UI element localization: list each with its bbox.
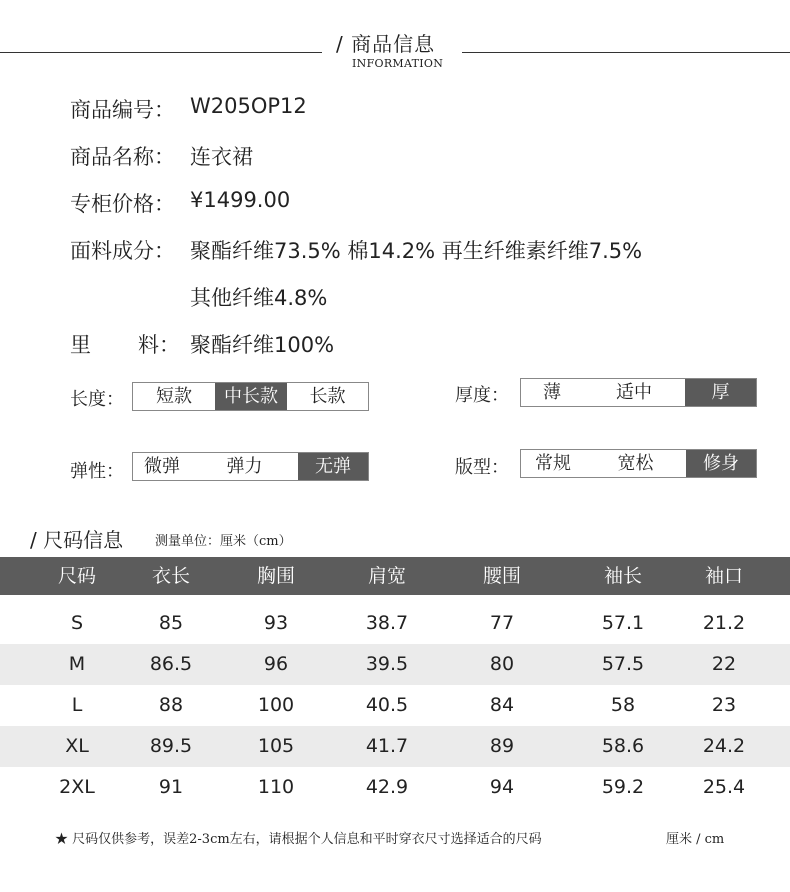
cell-size: XL [65, 735, 89, 757]
cell-cuff: 22 [711, 653, 737, 675]
table-row [0, 644, 790, 685]
thickness-option-thin: 薄 [543, 382, 561, 403]
cell-cuff: 23 [711, 694, 737, 716]
elasticity-selector [132, 452, 369, 481]
product-code-value: W205OP12 [190, 94, 307, 118]
table-row [0, 685, 790, 726]
fit-option-slim: 修身 [686, 450, 756, 477]
section-subtitle-information: INFORMATION [352, 57, 444, 70]
cell-bust: 93 [263, 612, 289, 634]
cell-size: M [68, 653, 86, 675]
cell-shoulder: 39.5 [365, 653, 409, 675]
fit-option-regular: 常规 [535, 453, 571, 474]
cell-length: 85 [158, 612, 184, 634]
table-row [0, 603, 790, 644]
header-bust: 胸围 [256, 565, 296, 587]
fabric-label: 面料成分： [70, 239, 175, 263]
cell-size: S [70, 612, 84, 634]
cell-shoulder: 38.7 [365, 612, 409, 634]
cell-sleeve-length: 59.2 [601, 776, 645, 798]
fit-selector [520, 449, 757, 478]
price-label: 专柜价格： [70, 192, 175, 216]
length-option-midi: 中长款 [215, 383, 287, 410]
price-row [70, 188, 291, 218]
fit-label: 版型： [455, 457, 509, 478]
elasticity-option-none: 无弹 [298, 453, 368, 480]
cell-bust: 110 [257, 776, 295, 798]
cell-waist: 94 [489, 776, 515, 798]
lining-label-first: 里 [70, 333, 91, 357]
header-waist: 腰围 [482, 565, 522, 587]
header-length: 衣长 [151, 565, 191, 587]
length-label: 长度： [70, 389, 124, 410]
table-row [0, 726, 790, 767]
price-value: ¥1499.00 [190, 188, 291, 212]
cell-cuff: 24.2 [702, 735, 746, 757]
product-code-label: 商品编号： [70, 98, 175, 122]
size-section-title: / 尺码信息 [30, 528, 124, 552]
thickness-selector [520, 378, 757, 407]
measurement-unit-note: 测量单位：厘米（cm） [155, 534, 292, 549]
fit-option-loose: 宽松 [617, 453, 654, 474]
header-sleeve-length: 袖长 [603, 565, 643, 587]
cell-bust: 105 [257, 735, 295, 757]
fabric-value: 聚酯纤维73.5% 棉14.2% 再生纤维素纤维7.5% [190, 239, 643, 263]
cell-waist: 80 [489, 653, 515, 675]
size-reference-note: ★ 尺码仅供参考，误差2-3cm左右，请根据个人信息和平时穿衣尺寸选择适合的尺码 [55, 832, 542, 847]
length-selector [132, 382, 369, 411]
cell-size: 2XL [59, 776, 95, 798]
cell-sleeve-length: 58 [610, 694, 636, 716]
cell-sleeve-length: 57.5 [601, 653, 645, 675]
product-name-row [70, 141, 253, 171]
length-option-short: 短款 [156, 386, 192, 407]
size-table-header [0, 557, 790, 595]
cell-sleeve-length: 58.6 [601, 735, 645, 757]
cell-cuff: 25.4 [702, 776, 746, 798]
fabric-row [70, 235, 643, 265]
thickness-label: 厚度： [455, 385, 509, 406]
product-code-row [70, 94, 307, 124]
thickness-option-medium: 适中 [616, 382, 652, 403]
cell-waist: 89 [489, 735, 515, 757]
elasticity-option-slight: 微弹 [144, 456, 180, 477]
elasticity-label: 弹性： [70, 461, 124, 482]
header-divider-right [462, 52, 790, 53]
header-divider-left [0, 52, 322, 53]
cell-length: 88 [158, 694, 184, 716]
header-shoulder: 肩宽 [367, 565, 407, 587]
length-option-long: 长款 [309, 386, 346, 407]
header-cuff: 袖口 [704, 565, 744, 587]
cell-shoulder: 42.9 [365, 776, 409, 798]
table-row [0, 767, 790, 808]
fabric-value-continued: 其他纤维4.8% [190, 286, 328, 310]
cell-shoulder: 40.5 [365, 694, 409, 716]
cell-cuff: 21.2 [702, 612, 746, 634]
cell-length: 89.5 [149, 735, 193, 757]
product-name-label: 商品名称： [70, 145, 175, 169]
thickness-option-thick: 厚 [685, 379, 756, 406]
size-unit-note: 厘米 / cm [666, 832, 725, 847]
cell-length: 86.5 [149, 653, 193, 675]
section-title-information: / 商品信息 [336, 32, 436, 56]
cell-bust: 96 [263, 653, 289, 675]
cell-length: 91 [158, 776, 184, 798]
lining-value: 聚酯纤维100% [190, 333, 335, 357]
lining-label-second: 料： [138, 333, 180, 357]
cell-sleeve-length: 57.1 [601, 612, 645, 634]
lining-row [70, 329, 190, 357]
cell-size: L [71, 694, 83, 716]
cell-waist: 84 [489, 694, 515, 716]
header-size: 尺码 [57, 565, 97, 587]
cell-shoulder: 41.7 [365, 735, 409, 757]
elasticity-option-stretch: 弹力 [226, 456, 263, 477]
product-name-value: 连衣裙 [190, 145, 253, 169]
cell-waist: 77 [489, 612, 515, 634]
cell-bust: 100 [257, 694, 295, 716]
